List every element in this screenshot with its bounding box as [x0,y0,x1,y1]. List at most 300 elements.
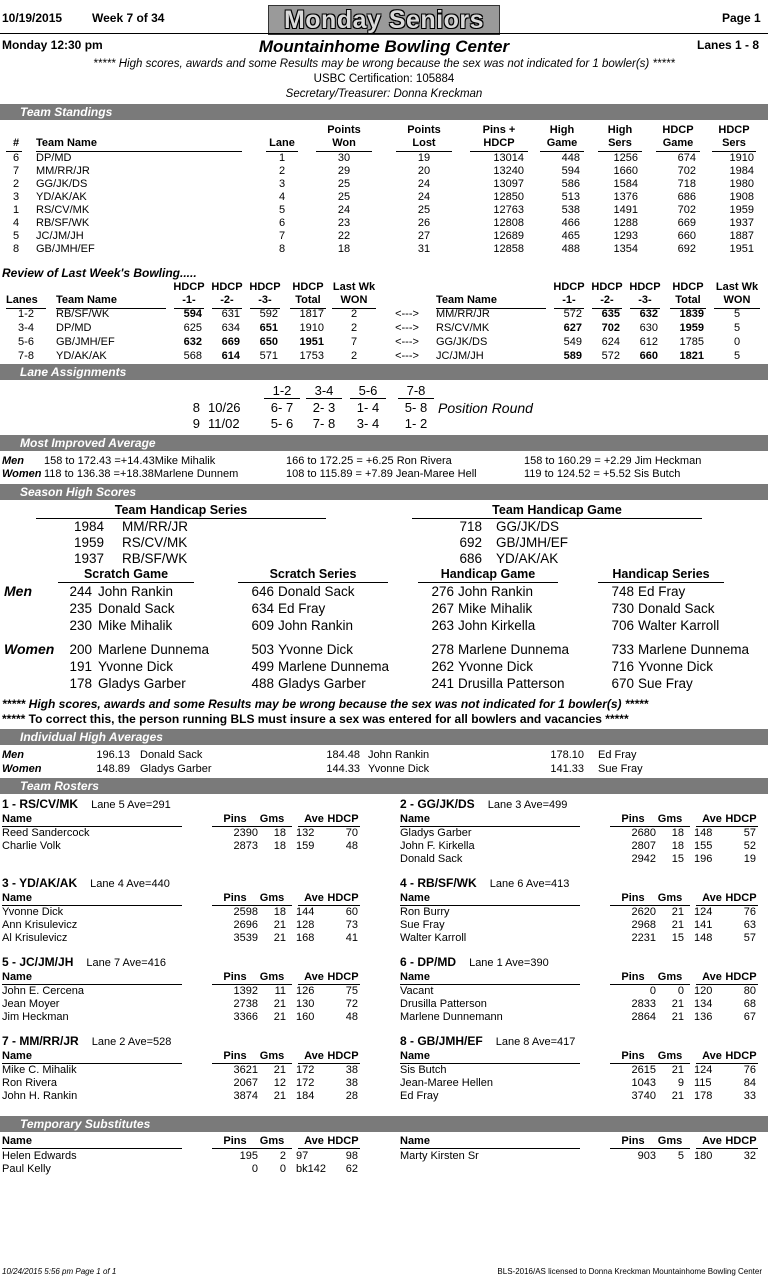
handicap-value: 62 [345,1163,358,1175]
score-value: 1937 [73,551,104,566]
pins-value: 0 [649,985,656,997]
column-header: Team Name [436,294,497,306]
standings-cell: 674 [677,152,696,164]
section-individual-high-averages: Individual High Averages [0,729,768,745]
standings-cell: 692 [677,243,696,255]
column-header: Gms [657,1135,683,1147]
handicap-value: 75 [345,985,358,997]
review-score: 7 [350,336,358,348]
pins-value: 0 [251,1163,258,1175]
bowler-name: John F. Kirkella [400,840,475,852]
handicap-value: 60 [345,906,358,918]
header-warning: ***** High scores, awards and some Results may be wrong because the sex was not indicated for 1 bowler(s) ***** [93,58,675,70]
pins-value: 2620 [631,906,656,918]
review-score: 625 [183,322,202,334]
games-value: 18 [671,827,684,839]
report-date: 10/19/2015 [2,11,63,25]
column-header: HDCP [211,281,243,293]
column-header: HDCP [327,892,359,904]
week-label: Week 7 of 34 [92,11,165,25]
score-value: 609 [251,618,274,633]
standings-cell: 26 [417,217,431,229]
column-header: HDCP [327,971,359,983]
bowler-name: Donald Sack [400,853,463,865]
column-header: Ave [702,1135,722,1147]
score-value: 263 [431,618,454,633]
bowler-name: Drusilla Patterson [400,998,487,1010]
average-value: 196 [694,853,713,865]
average-value: 128 [296,919,315,931]
standings-cell: 13097 [493,178,524,190]
score-value: 241 [431,676,454,691]
handicap-value: 19 [743,853,756,865]
team-name: RS/CV/MK [122,535,188,550]
average-value: 144 [296,906,315,918]
average-value: 120 [694,985,713,997]
column-header: Team Name [56,294,117,306]
column-header: WON [723,294,751,306]
standings-cell: 24 [417,178,431,190]
column-header: -3- [258,294,272,306]
standings-cell: 12763 [493,204,524,216]
average-value: 184 [296,1090,315,1102]
bowler-name: Gladys Garber [278,676,366,691]
week-date: 10/26 [208,400,241,415]
bowler-name: Marlene Dunnema [98,642,210,657]
team-lane-average: Lane 8 Ave=417 [492,1036,576,1048]
team-name: JC/JM/JH [36,230,84,242]
games-value: 9 [677,1077,684,1089]
review-score: 650 [259,336,278,348]
standings-cell: 19 [417,152,431,164]
standings-cell: 7 [278,230,286,242]
average-value: 144.33 [326,763,360,775]
average-value: 148 [694,827,713,839]
review-score: 630 [639,322,658,334]
games-value: 18 [273,906,286,918]
bowler-name: Sue Fray [638,676,693,691]
week-number: 9 [192,416,200,431]
standings-cell: 702 [677,204,696,216]
standings-cell: 1660 [613,165,638,177]
team-title: 8 - GB/JMH/EF [400,1034,483,1048]
roster-team-title [2,1034,171,1048]
standings-cell: 29 [337,165,351,177]
standings-cell: 669 [677,217,696,229]
pins-value: 2864 [631,1011,656,1023]
roster-team-title [400,1034,575,1048]
handicap-value: 67 [743,1011,756,1023]
column-header: -1- [562,294,576,306]
average-value: 178 [694,1090,713,1102]
column-header: Ave [702,1050,722,1062]
score-value: 646 [251,584,274,599]
review-score: 635 [601,308,620,320]
standings-cell: 2 [278,165,286,177]
review-score: 1910 [299,322,324,334]
column-header: Game [662,137,694,149]
pins-value: 2696 [233,919,258,931]
bowler-name: Yvonne Dick [368,763,430,775]
bowler-name: Donald Sack [638,601,715,616]
review-score: 572 [601,350,620,362]
column-header: Pins [223,1050,247,1062]
score-value: 503 [251,642,274,657]
score-value: 730 [611,601,634,616]
review-score: 2 [350,308,358,320]
bowler-name: Sis Butch [400,1064,447,1076]
column-header: Pins [621,1135,645,1147]
section-season-high: Season High Scores [0,484,768,500]
standings-cell: 1980 [729,178,754,190]
column-header: HDCP [327,813,359,825]
review-title: Review of Last Week's Bowling..... [2,266,197,280]
review-score: 568 [183,350,202,362]
column-header: Name [400,813,430,825]
column-header: Pins [223,971,247,983]
review-score: 624 [601,336,620,348]
standings-cell: 12850 [493,191,524,203]
column-header: Pins [223,813,247,825]
bowler-name: John Rankin [458,584,534,599]
standings-cell: 702 [677,165,696,177]
header-underline [400,1148,580,1149]
bowler-name: John E. Cercena [2,985,84,997]
standings-cell: 24 [337,204,351,216]
standings-cell: 31 [417,243,431,255]
title-underline [418,582,558,583]
score-value: 670 [611,676,634,691]
team-name: DP/MD [56,322,92,334]
standings-cell: 686 [677,191,696,203]
column-header: Gms [259,1050,285,1062]
section-temporary-substitutes: Temporary Substitutes [0,1116,768,1132]
average-value: 184.48 [326,749,360,761]
header-underline [696,1148,758,1149]
standings-cell: 22 [337,230,351,242]
games-value: 21 [671,1064,684,1076]
column-header: High [549,124,575,136]
standings-cell: 25 [337,178,351,190]
center-name: Mountainhome Bowling Center [258,37,510,56]
standings-cell: 718 [677,178,696,190]
team-name: RB/SF/WK [122,551,188,566]
column-header: Ave [702,971,722,983]
average-value: 159 [296,840,315,852]
lane-assignment: 2- 3 [312,400,336,415]
average-value: 180 [694,1150,713,1162]
column-header: Total [295,294,321,306]
standings-cell: 1288 [613,217,638,229]
games-value: 2 [279,1150,286,1162]
lane-pair-header: 5-6 [358,383,378,398]
column-header: Gms [657,1050,683,1062]
handicap-value: 32 [743,1150,756,1162]
bowler-name: Paul Kelly [2,1163,51,1175]
review-score: 651 [259,322,278,334]
versus-arrow: <---> [395,308,419,320]
team-name: RS/CV/MK [436,322,490,334]
average-value: 124 [694,1064,713,1076]
column-header: # [12,137,20,149]
bowler-name: Marlene Dunnema [278,659,390,674]
lane-assignment: 1- 4 [356,400,380,415]
roster-team-title [400,955,549,969]
column-header: HDCP [725,892,757,904]
review-lanes: 3-4 [18,322,34,334]
games-value: 21 [671,906,684,918]
standings-cell: 12858 [493,243,524,255]
standings-cell: 1951 [729,243,754,255]
review-score: 632 [183,336,202,348]
lane-assignment: 5- 6 [270,416,294,431]
team-lane-average: Lane 4 Ave=440 [87,878,170,890]
improvement-entry: 166 to 172.25 = +6.25 Ron Rivera [286,455,452,467]
footer-timestamp: 10/24/2015 5:56 pm Page 1 of 1 [2,1267,117,1276]
team-title: 7 - MM/RR/JR [2,1034,79,1048]
pins-value: 3366 [233,1011,258,1023]
average-value: 141 [694,919,713,931]
review-score: 1821 [679,350,704,362]
pins-value: 903 [637,1150,656,1162]
standings-cell: 30 [337,152,351,164]
pins-value: 2680 [631,827,656,839]
games-value: 5 [677,1150,684,1162]
review-score: 1753 [299,350,324,362]
handicap-value: 98 [345,1150,358,1162]
bowler-name: Donald Sack [278,584,355,599]
review-score: 1839 [679,308,704,320]
column-header: Sers [722,137,746,149]
games-value: 21 [671,1090,684,1102]
team-name: JC/JM/JH [436,350,484,362]
standings-cell: 8 [12,243,20,255]
review-score: 572 [563,308,582,320]
bowler-name: Donald Sack [140,749,203,761]
standings-cell: 1293 [613,230,638,242]
lane-assignment: 5- 8 [404,400,428,415]
score-value: 267 [431,601,454,616]
bowler-name: Ron Rivera [2,1077,58,1089]
bowler-name: Helen Edwards [2,1150,77,1162]
standings-cell: 18 [337,243,351,255]
standings-cell: 660 [677,230,696,242]
team-name: YD/AK/AK [56,350,107,362]
pins-value: 2873 [233,840,258,852]
pins-value: 3874 [233,1090,258,1102]
standings-cell: 2 [12,178,20,190]
roster-team-title [2,876,170,890]
team-title: 2 - GG/JK/DS [400,797,475,811]
pins-value: 1043 [631,1077,656,1089]
column-header: Pins + [482,124,516,136]
review-score: 589 [563,350,582,362]
lane-assignment: 1- 2 [404,416,428,431]
improvement-entry: 119 to 124.52 = +5.52 Sis Butch [524,468,681,480]
pins-value: 2738 [233,998,258,1010]
review-score: 1951 [299,336,324,348]
team-name: RB/SF/WK [36,217,90,229]
team-name: RS/CV/MK [36,204,90,216]
column-header: Gms [259,971,285,983]
standings-cell: 1354 [613,243,638,255]
standings-cell: 12808 [493,217,524,229]
standings-cell: 25 [417,204,431,216]
category-title: Scratch Game [83,567,169,581]
team-lane-average: Lane 6 Ave=413 [486,878,570,890]
standings-cell: 24 [417,191,431,203]
gender-label: Women [4,641,55,657]
league-title-logo: Monday Seniors [268,5,500,35]
team-name: GB/JMH/EF [56,336,115,348]
handicap-value: 48 [345,840,358,852]
section-lane-assignments: Lane Assignments [0,364,768,380]
average-value: 126 [296,985,315,997]
team-game-title: Team Handicap Game [492,503,622,517]
header-underline [298,1148,360,1149]
column-header: HDCP [725,1135,757,1147]
team-name: RB/SF/WK [56,308,110,320]
team-name: GG/JK/DS [436,336,488,348]
games-value: 15 [671,853,684,865]
handicap-value: 76 [743,906,756,918]
standings-cell: 12689 [493,230,524,242]
column-header: Name [400,1050,430,1062]
standings-cell: 4 [12,217,20,229]
score-value: 634 [251,601,274,616]
games-value: 21 [273,1064,286,1076]
bowler-name: Al Krisulevicz [2,932,68,944]
column-header: Ave [304,1135,324,1147]
standings-cell: 3 [278,178,286,190]
score-value: 716 [611,659,634,674]
review-score: 5 [733,350,741,362]
bowler-name: John H. Rankin [2,1090,78,1102]
column-header: Pins [223,892,247,904]
review-score: 1785 [679,336,704,348]
review-score: 2 [350,322,358,334]
column-header: Points [407,124,441,136]
pins-value: 2942 [631,853,656,865]
column-header: Name [2,892,32,904]
review-score: 592 [259,308,278,320]
column-header: -2- [220,294,234,306]
pins-value: 3621 [233,1064,258,1076]
score-value: 499 [251,659,274,674]
games-value: 21 [671,998,684,1010]
handicap-value: 80 [743,985,756,997]
bowler-name: Marlene Dunnema [458,642,570,657]
standings-cell: 1 [12,204,20,216]
standings-cell: 1491 [613,204,638,216]
team-name: MM/RR/JR [436,308,490,320]
column-header: HDCP [483,137,515,149]
header-rule [0,33,768,34]
team-lane-average: Lane 5 Ave=291 [88,799,171,811]
games-value: 12 [273,1077,286,1089]
title-underline [58,582,194,583]
category-title: Handicap Series [612,567,710,581]
team-name: MM/RR/JR [36,165,90,177]
bowler-name: Yvonne Dick [458,659,534,674]
average-value: 97 [296,1150,309,1162]
column-header: HDCP [662,124,694,136]
bowler-name: Mike C. Mihalik [2,1064,77,1076]
average-value: 172 [296,1077,315,1089]
versus-arrow: <---> [395,350,419,362]
column-header: High [607,124,633,136]
standings-cell: 4 [278,191,286,203]
column-header: -2- [600,294,614,306]
roster-team-title [2,797,171,811]
team-title: 3 - YD/AK/AK [2,876,78,890]
column-header: HDCP [672,281,704,293]
standings-cell: 513 [561,191,580,203]
column-header: Name [2,813,32,825]
column-header: Ave [304,813,324,825]
bowler-name: Ed Fray [638,584,686,599]
review-score: 614 [221,350,240,362]
week-date: 11/02 [208,416,240,431]
review-score: 634 [221,322,240,334]
handicap-value: 76 [743,1064,756,1076]
score-value: 200 [69,642,92,657]
standings-cell: 3 [12,191,20,203]
column-header: HDCP [725,1050,757,1062]
standings-cell: 1584 [613,178,638,190]
average-value: 136 [694,1011,713,1023]
average-value: 155 [694,840,713,852]
roster-team-title [400,797,567,811]
header-underline [350,398,386,399]
column-header: HDCP [327,1050,359,1062]
bowler-name: Gladys Garber [140,763,212,775]
usbc-cert: USBC Certification: 105884 [313,73,455,85]
review-score: 627 [563,322,582,334]
column-header: Pins [621,892,645,904]
column-header: Team Name [36,137,97,149]
column-header: Points [327,124,361,136]
games-value: 18 [273,827,286,839]
standings-cell: 25 [337,191,351,203]
handicap-value: 84 [743,1077,756,1089]
team-title: 5 - JC/JM/JH [2,955,74,969]
games-value: 0 [677,985,684,997]
team-title: 1 - RS/CV/MK [2,797,79,811]
review-score: 571 [259,350,278,362]
bowler-name: Ron Burry [400,906,450,918]
bowler-name: John Rankin [368,749,430,761]
column-header: HDCP [725,971,757,983]
average-value: 134 [694,998,713,1010]
handicap-value: 33 [743,1090,756,1102]
column-header: Pins [621,1050,645,1062]
bowler-name: Ann Krisulevicz [2,919,78,931]
review-score: 1959 [679,322,704,334]
bowler-name: Reed Sandercock [2,827,90,839]
standings-cell: 466 [561,217,580,229]
standings-cell: 1 [278,152,286,164]
games-value: 21 [273,1011,286,1023]
column-header: Ave [702,813,722,825]
column-header: Name [400,971,430,983]
standings-cell: 27 [417,230,431,242]
handicap-value: 38 [345,1077,358,1089]
day-time: Monday 12:30 pm [2,38,103,52]
column-header: HDCP [591,281,623,293]
pins-value: 2067 [233,1077,258,1089]
column-header: HDCP [718,124,750,136]
